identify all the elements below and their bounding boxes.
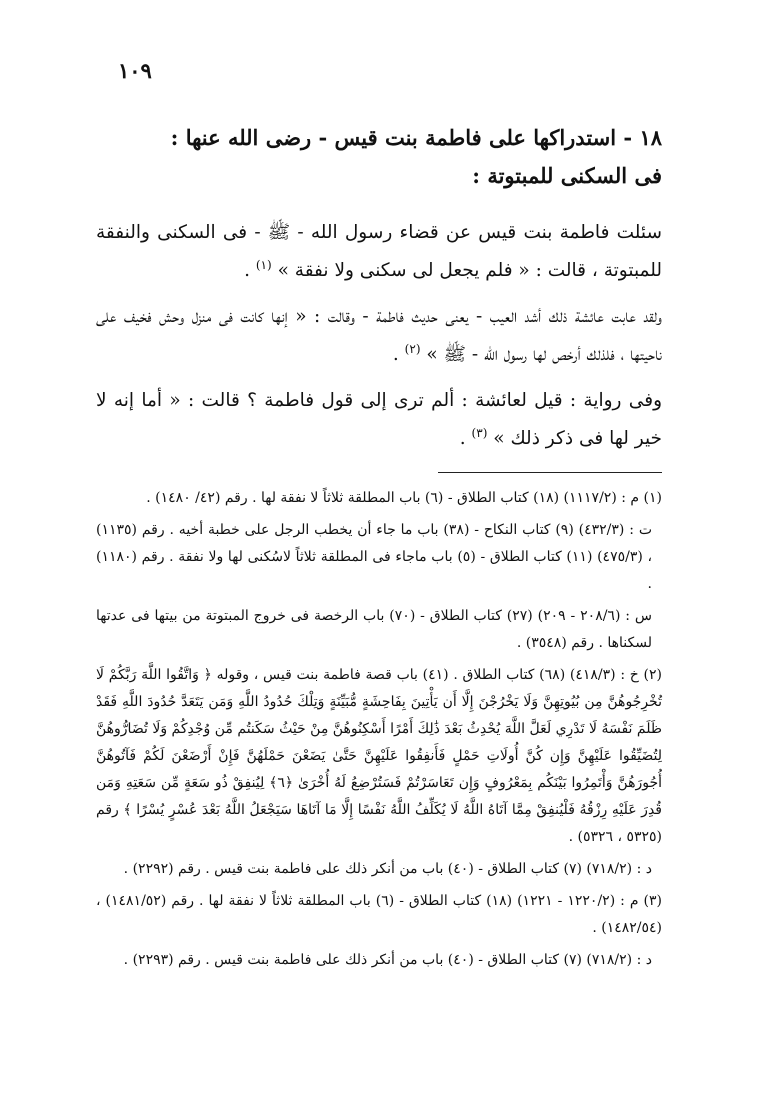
section-title: ١٨ - استدراكها على فاطمة بنت قيس - رضى الله عنها : bbox=[170, 125, 662, 150]
body-paragraph bbox=[96, 382, 662, 458]
paragraph-text: وفى رواية : قيل لعائشة : ألم ترى إلى قول فاطمة ؟ قالت : « أما إنه لا خير لها فى ذكر ذلك » bbox=[96, 390, 662, 449]
footnote-ref-3: (٣) bbox=[471, 425, 488, 440]
page-content bbox=[96, 118, 662, 979]
footnote-ref-1: (١) bbox=[255, 257, 272, 272]
footnote-divider bbox=[438, 472, 662, 473]
footnote-1: (١) م : (١١١٧/٢) (١٨) كتاب الطلاق - (٦) باب المطلقة ثلاثاً لا نفقة لها . رقم (٤٢/ ١٤٨٠) . bbox=[146, 490, 662, 506]
paragraph-end: . bbox=[244, 260, 256, 281]
paragraph-end: . bbox=[459, 428, 472, 449]
section-subtitle: فى السكنى للمبتوتة : bbox=[472, 163, 662, 188]
body-paragraph bbox=[96, 298, 662, 374]
footnote-1-nasai: س : (٢٠٨/٦ - ٢٠٩) (٢٧) كتاب الطلاق - (٧٠) باب الرخصة فى خروج المبتوتة من بيتها فى عدتها لسكناها . رقم (٣٥٤٨) . bbox=[96, 608, 652, 651]
footnote-2-abudawud: د : (٧١٨/٢) (٧) كتاب الطلاق - (٤٠) باب من أنكر ذلك على فاطمة بنت قيس . رقم (٢٢٩٢) . bbox=[123, 861, 652, 877]
footnotes bbox=[96, 485, 662, 974]
footnote-1-tirmidhi: ت : (٤٣٢/٣) (٩) كتاب النكاح - (٣٨) باب ما جاء أن يخطب الرجل على خطبة أخيه . رقم (١١٣٥) ، (٤٧٥/٣) (١١) كتاب الطلاق - (٥) باب ماجاء فى المطلقة ثلاثاً لاسُكنى لها ولا نفقة . رقم (١١٨٠) . bbox=[96, 522, 653, 592]
footnote-2: (٢) خ : (٤١٨/٣) (٦٨) كتاب الطلاق . (٤١) باب قصة فاطمة بنت قيس ، وقوله ﴿ وَاتَّقُوا اللَّهَ رَبَّكُمْ لَا تُخْرِجُوهُنَّ مِن بُيُوتِهِنَّ وَلَا يَخْرُجْنَ إِلَّا أَن يَأْتِينَ بِفَاحِشَةٍ مُّبَيِّنَةٍ وَتِلْكَ حُدُودُ اللَّهِ وَمَن يَتَعَدَّ حُدُودَ اللَّهِ فَقَدْ ظَلَمَ نَفْسَهُ لَا تَدْرِي لَعَلَّ اللَّهَ يُحْدِثُ بَعْدَ ذَٰلِكَ أَمْرًا أَسْكِنُوهُنَّ مِنْ حَيْثُ سَكَنتُم مِّن وُجْدِكُمْ وَلَا تُضَارُّوهُنَّ لِتُضَيِّقُوا عَلَيْهِنَّ وَإِن كُنَّ أُولَاتِ حَمْلٍ فَأَنفِقُوا عَلَيْهِنَّ حَتَّىٰ يَضَعْنَ حَمْلَهُنَّ فَإِنْ أَرْضَعْنَ لَكُمْ فَآتُوهُنَّ أُجُورَهُنَّ وَأْتَمِرُوا بَيْنَكُم بِمَعْرُوفٍ وَإِن تَعَاسَرْتُمْ فَسَتُرْضِعُ لَهُ أُخْرَىٰ ﴿٦﴾ لِيُنفِقْ ذُو سَعَةٍ مِّن سَعَتِهِ وَمَن قُدِرَ عَلَيْهِ رِزْقُهُ فَلْيُنفِقْ مِمَّا آتَاهُ اللَّهُ لَا يُكَلِّفُ اللَّهُ نَفْسًا إِلَّا مَا آتَاهَا سَيَجْعَلُ اللَّهُ بَعْدَ عُسْرٍ يُسْرًا ﴾ رقم (٥٣٢٥ ، ٥٣٢٦) . bbox=[96, 667, 663, 845]
paragraph-text: سئلت فاطمة بنت قيس عن قضاء رسول الله - ﷺ - فى السكنى والنفقة للمبتوتة ، قالت : « فلم يجعل لى سكنى ولا نفقة » bbox=[96, 222, 662, 281]
paragraph-end: . bbox=[392, 344, 405, 365]
paragraph-text: ولقد عابت عائشة ذلك أشد العيب - يعنى حديث فاطمة - وقالت : « إنها كانت فى منزل وحش فخيف على ناحيتها ، فلذلك أرخص لها رسول الله - ﷺ » bbox=[96, 306, 662, 365]
page-number: ١٠٩ bbox=[118, 58, 152, 83]
footnote-3-abudawud: د : (٧١٨/٢) (٧) كتاب الطلاق - (٤٠) باب من أنكر ذلك على فاطمة بنت قيس . رقم (٢٢٩٣) . bbox=[123, 952, 652, 968]
body-paragraph bbox=[96, 214, 662, 290]
footnote-3: (٣) م : (١٢٢٠/٢ - ١٢٢١) (١٨) كتاب الطلاق - (٦) باب المطلقة ثلاثاً لا نفقة لها . رقم (١٤٨١/٥٢) ، (١٤٨٢/٥٤) . bbox=[96, 893, 662, 936]
footnote-ref-2: (٢) bbox=[404, 341, 421, 356]
